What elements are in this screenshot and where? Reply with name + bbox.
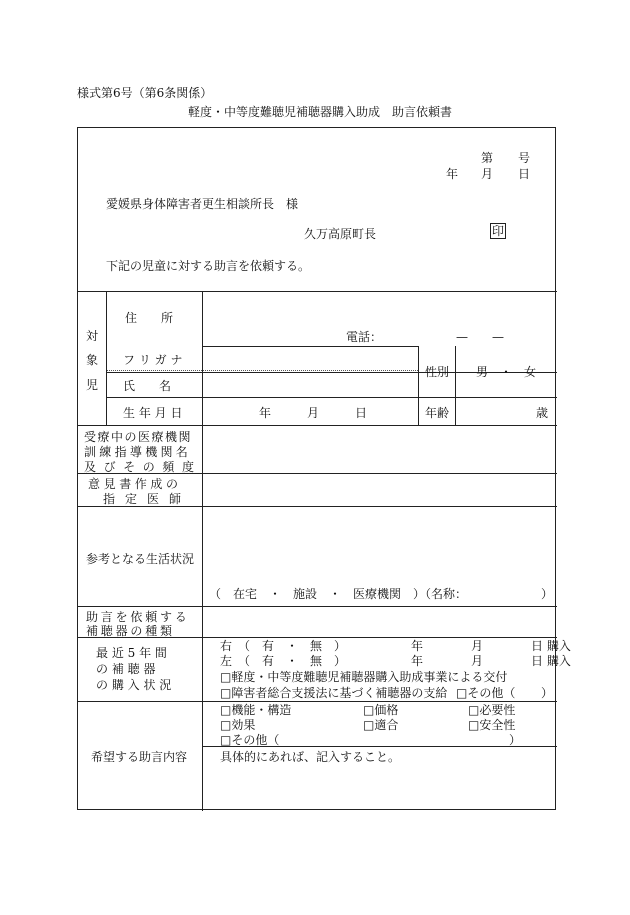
purchase-label-3: の 購 入 状 況 — [96, 678, 172, 692]
request-text: 下記の児童に対する助言を依頼する。 — [106, 259, 311, 273]
advice-check-effect[interactable]: □ 効果 — [220, 716, 255, 733]
phone-dashes: — — — [456, 330, 505, 344]
name-label: 氏 名 — [123, 379, 172, 393]
side-label-1: 対 — [86, 329, 99, 343]
purchase-left: 左 （ 有 ・ 無 ） — [220, 654, 347, 668]
doctor-label-2: 指定医師 — [103, 492, 192, 506]
seal-icon: 印 — [492, 224, 505, 238]
medical-label-3: 及びその頻度 — [84, 460, 202, 474]
side-label-3: 児 — [86, 378, 99, 392]
number-go: 号 — [518, 151, 531, 165]
sender: 久万高原町長 — [304, 227, 377, 241]
advice-label: 希望する助言内容 — [91, 750, 188, 764]
date-year: 年 — [446, 167, 459, 181]
age-unit: 歳 — [536, 406, 549, 420]
birth-label: 生 年 月 日 — [123, 406, 183, 420]
purchase-date-left: 年 月 日 購入 — [411, 654, 571, 668]
seal-mark — [490, 223, 506, 239]
number-dai: 第 — [481, 151, 494, 165]
living-label: 参考となる生活状況 — [86, 552, 195, 566]
advice-check-necessity[interactable]: □ 必要性 — [468, 701, 515, 718]
age-label: 年齢 — [425, 406, 450, 420]
sex-label: 性別 — [425, 365, 450, 379]
birth-date: 年 月 日 — [259, 406, 368, 420]
furigana-label: フ リ ガ ナ — [123, 353, 183, 367]
advice-check-price[interactable]: □ 価格 — [363, 701, 398, 718]
purchase-option-1[interactable]: □ 軽度・中等度難聴児補聴器購入助成事業による交付 — [220, 668, 507, 685]
medical-label-1: 受療中の医療機関 — [84, 430, 193, 444]
form-number: 様式第6号（第6条関係） — [77, 86, 213, 100]
date-month: 月 — [481, 167, 494, 181]
purchase-label-2: の 補 聴 器 — [96, 662, 156, 676]
aid-type-label-2: 補聴器の種類 — [86, 624, 175, 638]
medical-label-2: 訓練指導機関名 — [84, 445, 192, 459]
advice-check-fit[interactable]: □ 適合 — [363, 716, 398, 733]
advice-check-function[interactable]: □ 機能・構造 — [220, 701, 291, 718]
phone-label: 電話： — [346, 330, 383, 344]
advice-note: 具体的にあれば、記入すること。 — [220, 750, 401, 764]
form-sheet — [77, 127, 571, 810]
advice-check-safety[interactable]: □ 安全性 — [468, 716, 515, 733]
document-title: 軽度・中等度難聴児補聴器購入助成 助言依頼書 — [188, 105, 453, 119]
address-label: 住 所 — [125, 311, 174, 325]
addressee: 愛媛県身体障害者更生相談所長 様 — [106, 197, 299, 211]
aid-type-label-1: 助言を依頼する — [86, 610, 190, 624]
doctor-label-1: 意見書作成の — [88, 477, 182, 491]
date-day: 日 — [518, 167, 531, 181]
advice-check-other[interactable]: □ その他（ — [220, 731, 279, 748]
purchase-option-3-close: ） — [541, 686, 554, 700]
purchase-date-right: 年 月 日 購入 — [411, 639, 571, 653]
side-label-2: 象 — [86, 353, 99, 367]
purchase-label-1: 最 近 5 年 間 — [96, 646, 167, 660]
living-options: （ 在宅 ・ 施設 ・ 医療機関 ）（名称： — [209, 587, 468, 601]
advice-other-close: ） — [509, 733, 522, 747]
living-close: ） — [541, 587, 554, 601]
purchase-right: 右 （ 有 ・ 無 ） — [220, 639, 347, 653]
purchase-option-3[interactable]: □ その他（ — [456, 684, 515, 701]
sex-options: 男 ・ 女 — [476, 365, 537, 379]
purchase-option-2[interactable]: □ 障害者総合支援法に基づく補聴器の支給 — [220, 684, 447, 701]
